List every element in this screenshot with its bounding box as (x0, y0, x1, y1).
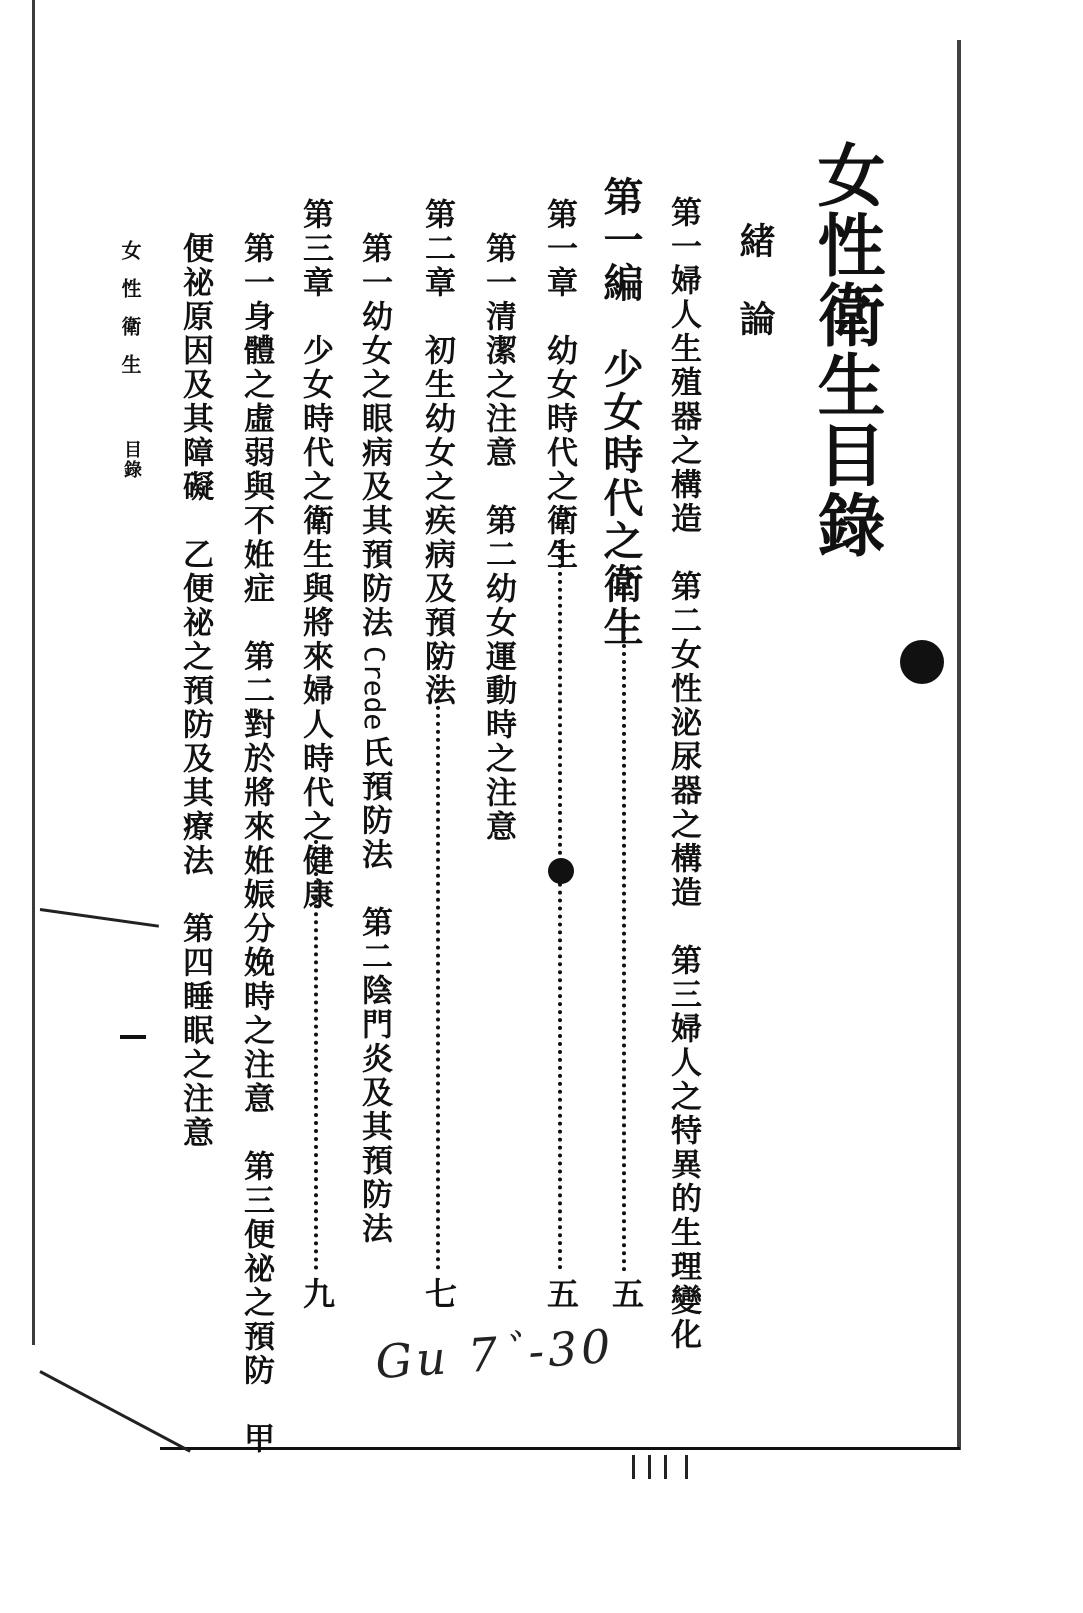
binding-mark (685, 1455, 688, 1479)
running-head-section: 目錄 (121, 440, 142, 480)
toc-entry-subsections: 第一清潔之注意 第二幼女運動時之注意 (480, 232, 516, 844)
toc-page-number: 七 (420, 1277, 458, 1309)
dot-leader (314, 840, 318, 1270)
toc-entry-subsections: 第一身體之虛弱與不姙症 第二對於將來姙娠分娩時之注意 第三便祕之預防 甲 (238, 232, 274, 1456)
dot-leader (436, 650, 440, 1270)
toc-page-number: 九 (298, 1277, 336, 1309)
page-edge-left (32, 0, 35, 1345)
dot-leader (558, 540, 562, 1270)
ink-blot (900, 640, 944, 684)
toc-entry-chapter: 第一章 幼女時代之衛生 (541, 198, 577, 572)
dot-leader (622, 612, 626, 1272)
toc-entry-subsections (358, 232, 400, 1246)
binding-mark (664, 1455, 667, 1479)
handwritten-call-number: Gu 7ﾞ-30 (373, 1318, 617, 1390)
running-head-title: 女性衛生 (118, 240, 142, 392)
binding-mark (632, 1455, 635, 1479)
toc-latin-name: Crede (358, 646, 391, 731)
toc-entry-chapter: 第三章 少女時代之衛生與將來婦人時代之健康 (297, 198, 333, 912)
page-edge-right (957, 40, 961, 1450)
toc-preface: 緒論 (734, 222, 776, 378)
toc-entry-part: 第一編 少女時代之衛生 (597, 176, 644, 649)
toc-text: 氏預防法 第二陰門炎及其預防法 (356, 736, 392, 1247)
scan-artifact-line (40, 908, 159, 928)
page-title: 女性衛生目錄 (806, 140, 886, 560)
toc-entry-subsections: 便祕原因及其障礙 乙便祕之預防及其療法 第四睡眠之注意 (177, 232, 213, 1150)
toc-page-number: 五 (542, 1277, 580, 1309)
toc-entry-subsections: 第一婦人生殖器之構造 第二女性泌尿器之構造 第三婦人之特異的生理變化 (665, 196, 701, 1352)
binding-mark (648, 1455, 651, 1479)
page-edge-bottom (160, 1447, 960, 1450)
toc-entry-chapter: 第二章 初生幼女之疾病及預防法 (419, 198, 455, 708)
page-folio (120, 1035, 146, 1039)
toc-text: 第一幼女之眼病及其預防法 (356, 232, 392, 640)
scan-artifact-line (39, 1370, 191, 1452)
toc-page-number: 五 (607, 1277, 645, 1309)
